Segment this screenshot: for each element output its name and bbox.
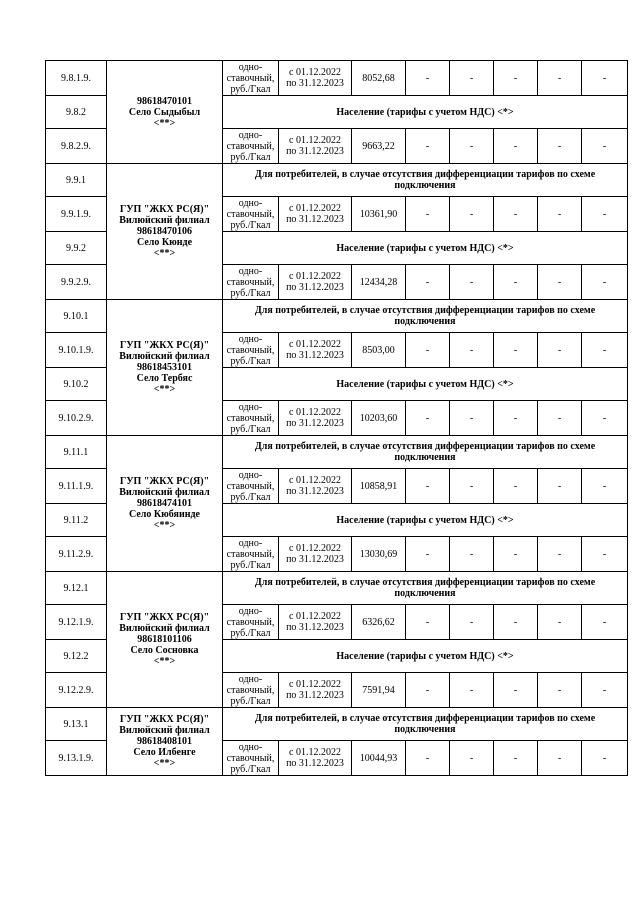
empty-value-cell: - xyxy=(406,605,450,640)
empty-value-cell: - xyxy=(494,129,538,164)
section-banner: Для потребителей, в случае отсутствия дифференциации тарифов по схеме подключения xyxy=(223,572,628,605)
empty-value-cell: - xyxy=(406,673,450,708)
tariff-value: 8052,68 xyxy=(352,61,406,96)
empty-value-cell: - xyxy=(450,129,494,164)
tariff-period: с 01.12.2022 по 31.12.2023 xyxy=(279,129,352,164)
empty-value-cell: - xyxy=(494,401,538,436)
organization-cell: ГУП "ЖКХ РС(Я)" Вилюйский филиал 98618101106 Село Сосновка <**> xyxy=(107,572,223,708)
table-row xyxy=(46,164,628,197)
empty-value-cell: - xyxy=(494,265,538,300)
empty-value-cell: - xyxy=(494,469,538,504)
empty-value-cell: - xyxy=(450,197,494,232)
tariff-unit: одно- ставочный, руб./Гкал xyxy=(223,537,279,572)
tariff-value: 12434,28 xyxy=(352,265,406,300)
tariff-period: с 01.12.2022 по 31.12.2023 xyxy=(279,197,352,232)
empty-value-cell: - xyxy=(406,537,450,572)
empty-value-cell: - xyxy=(582,129,628,164)
row-code: 9.12.1 xyxy=(46,572,107,605)
empty-value-cell: - xyxy=(582,605,628,640)
empty-value-cell: - xyxy=(582,61,628,96)
row-code: 9.11.1 xyxy=(46,436,107,469)
empty-value-cell: - xyxy=(450,741,494,776)
row-code: 9.9.1 xyxy=(46,164,107,197)
row-code: 9.13.1 xyxy=(46,708,107,741)
empty-value-cell: - xyxy=(494,333,538,368)
empty-value-cell: - xyxy=(538,401,582,436)
tariff-period: с 01.12.2022 по 31.12.2023 xyxy=(279,469,352,504)
empty-value-cell: - xyxy=(538,741,582,776)
row-code: 9.10.2 xyxy=(46,368,107,401)
tariff-period: с 01.12.2022 по 31.12.2023 xyxy=(279,61,352,96)
tariff-unit: одно- ставочный, руб./Гкал xyxy=(223,469,279,504)
empty-value-cell: - xyxy=(582,197,628,232)
row-code: 9.10.1.9. xyxy=(46,333,107,368)
empty-value-cell: - xyxy=(538,537,582,572)
organization-cell: 98618470101 Село Сыдыбыл <**> xyxy=(107,61,223,164)
empty-value-cell: - xyxy=(582,537,628,572)
empty-value-cell: - xyxy=(450,61,494,96)
tariff-unit: одно- ставочный, руб./Гкал xyxy=(223,401,279,436)
tariff-unit: одно- ставочный, руб./Гкал xyxy=(223,265,279,300)
section-banner: Для потребителей, в случае отсутствия дифференциации тарифов по схеме подключения xyxy=(223,708,628,741)
tariff-table-body xyxy=(46,61,628,776)
tariff-period: с 01.12.2022 по 31.12.2023 xyxy=(279,673,352,708)
row-code: 9.8.2 xyxy=(46,96,107,129)
empty-value-cell: - xyxy=(582,741,628,776)
empty-value-cell: - xyxy=(494,61,538,96)
tariff-period: с 01.12.2022 по 31.12.2023 xyxy=(279,537,352,572)
empty-value-cell: - xyxy=(450,537,494,572)
section-banner: Население (тарифы с учетом НДС) <*> xyxy=(223,96,628,129)
row-code: 9.9.2 xyxy=(46,232,107,265)
tariff-value: 13030,69 xyxy=(352,537,406,572)
section-banner: Население (тарифы с учетом НДС) <*> xyxy=(223,368,628,401)
row-code: 9.11.1.9. xyxy=(46,469,107,504)
empty-value-cell: - xyxy=(538,129,582,164)
empty-value-cell: - xyxy=(538,673,582,708)
table-row xyxy=(46,572,628,605)
row-code: 9.10.1 xyxy=(46,300,107,333)
row-code: 9.8.2.9. xyxy=(46,129,107,164)
tariff-period: с 01.12.2022 по 31.12.2023 xyxy=(279,605,352,640)
empty-value-cell: - xyxy=(494,197,538,232)
table-row xyxy=(46,436,628,469)
tariff-value: 8503,00 xyxy=(352,333,406,368)
row-code: 9.11.2.9. xyxy=(46,537,107,572)
empty-value-cell: - xyxy=(406,741,450,776)
empty-value-cell: - xyxy=(538,197,582,232)
empty-value-cell: - xyxy=(582,333,628,368)
section-banner: Для потребителей, в случае отсутствия дифференциации тарифов по схеме подключения xyxy=(223,436,628,469)
tariff-unit: одно- ставочный, руб./Гкал xyxy=(223,741,279,776)
tariff-period: с 01.12.2022 по 31.12.2023 xyxy=(279,265,352,300)
section-banner: Население (тарифы с учетом НДС) <*> xyxy=(223,232,628,265)
tariff-table xyxy=(45,60,628,776)
section-banner: Для потребителей, в случае отсутствия дифференциации тарифов по схеме подключения xyxy=(223,164,628,197)
empty-value-cell: - xyxy=(494,673,538,708)
row-code: 9.13.1.9. xyxy=(46,741,107,776)
tariff-unit: одно- ставочный, руб./Гкал xyxy=(223,61,279,96)
tariff-period: с 01.12.2022 по 31.12.2023 xyxy=(279,333,352,368)
row-code: 9.8.1.9. xyxy=(46,61,107,96)
empty-value-cell: - xyxy=(538,61,582,96)
row-code: 9.12.1.9. xyxy=(46,605,107,640)
section-banner: Население (тарифы с учетом НДС) <*> xyxy=(223,640,628,673)
row-code: 9.10.2.9. xyxy=(46,401,107,436)
organization-cell: ГУП "ЖКХ РС(Я)" Вилюйский филиал 98618408101 Село Илбенге <**> xyxy=(107,708,223,776)
empty-value-cell: - xyxy=(406,129,450,164)
empty-value-cell: - xyxy=(494,605,538,640)
empty-value-cell: - xyxy=(406,401,450,436)
organization-cell: ГУП "ЖКХ РС(Я)" Вилюйский филиал 98618453101 Село Тербяс <**> xyxy=(107,300,223,436)
empty-value-cell: - xyxy=(538,333,582,368)
tariff-value: 10044,93 xyxy=(352,741,406,776)
row-code: 9.9.1.9. xyxy=(46,197,107,232)
empty-value-cell: - xyxy=(582,265,628,300)
empty-value-cell: - xyxy=(450,605,494,640)
row-code: 9.12.2 xyxy=(46,640,107,673)
table-row xyxy=(46,300,628,333)
empty-value-cell: - xyxy=(450,401,494,436)
tariff-value: 7591,94 xyxy=(352,673,406,708)
empty-value-cell: - xyxy=(582,673,628,708)
row-code: 9.12.2.9. xyxy=(46,673,107,708)
empty-value-cell: - xyxy=(494,537,538,572)
empty-value-cell: - xyxy=(538,605,582,640)
table-row xyxy=(46,61,628,96)
section-banner: Для потребителей, в случае отсутствия дифференциации тарифов по схеме подключения xyxy=(223,300,628,333)
empty-value-cell: - xyxy=(406,61,450,96)
tariff-unit: одно- ставочный, руб./Гкал xyxy=(223,197,279,232)
tariff-value: 10361,90 xyxy=(352,197,406,232)
organization-cell: ГУП "ЖКХ РС(Я)" Вилюйский филиал 98618470106 Село Кюнде <**> xyxy=(107,164,223,300)
empty-value-cell: - xyxy=(582,469,628,504)
empty-value-cell: - xyxy=(406,265,450,300)
empty-value-cell: - xyxy=(582,401,628,436)
empty-value-cell: - xyxy=(538,469,582,504)
tariff-value: 10203,60 xyxy=(352,401,406,436)
empty-value-cell: - xyxy=(406,333,450,368)
empty-value-cell: - xyxy=(450,265,494,300)
tariff-value: 9663,22 xyxy=(352,129,406,164)
empty-value-cell: - xyxy=(450,673,494,708)
empty-value-cell: - xyxy=(538,265,582,300)
row-code: 9.11.2 xyxy=(46,504,107,537)
table-row xyxy=(46,708,628,741)
tariff-period: с 01.12.2022 по 31.12.2023 xyxy=(279,401,352,436)
tariff-unit: одно- ставочный, руб./Гкал xyxy=(223,129,279,164)
tariff-unit: одно- ставочный, руб./Гкал xyxy=(223,605,279,640)
empty-value-cell: - xyxy=(406,469,450,504)
tariff-unit: одно- ставочный, руб./Гкал xyxy=(223,673,279,708)
tariff-value: 10858,91 xyxy=(352,469,406,504)
empty-value-cell: - xyxy=(450,333,494,368)
tariff-period: с 01.12.2022 по 31.12.2023 xyxy=(279,741,352,776)
tariff-value: 6326,62 xyxy=(352,605,406,640)
empty-value-cell: - xyxy=(494,741,538,776)
tariff-unit: одно- ставочный, руб./Гкал xyxy=(223,333,279,368)
organization-cell: ГУП "ЖКХ РС(Я)" Вилюйский филиал 98618474101 Село Кюбяинде <**> xyxy=(107,436,223,572)
row-code: 9.9.2.9. xyxy=(46,265,107,300)
section-banner: Население (тарифы с учетом НДС) <*> xyxy=(223,504,628,537)
empty-value-cell: - xyxy=(406,197,450,232)
empty-value-cell: - xyxy=(450,469,494,504)
